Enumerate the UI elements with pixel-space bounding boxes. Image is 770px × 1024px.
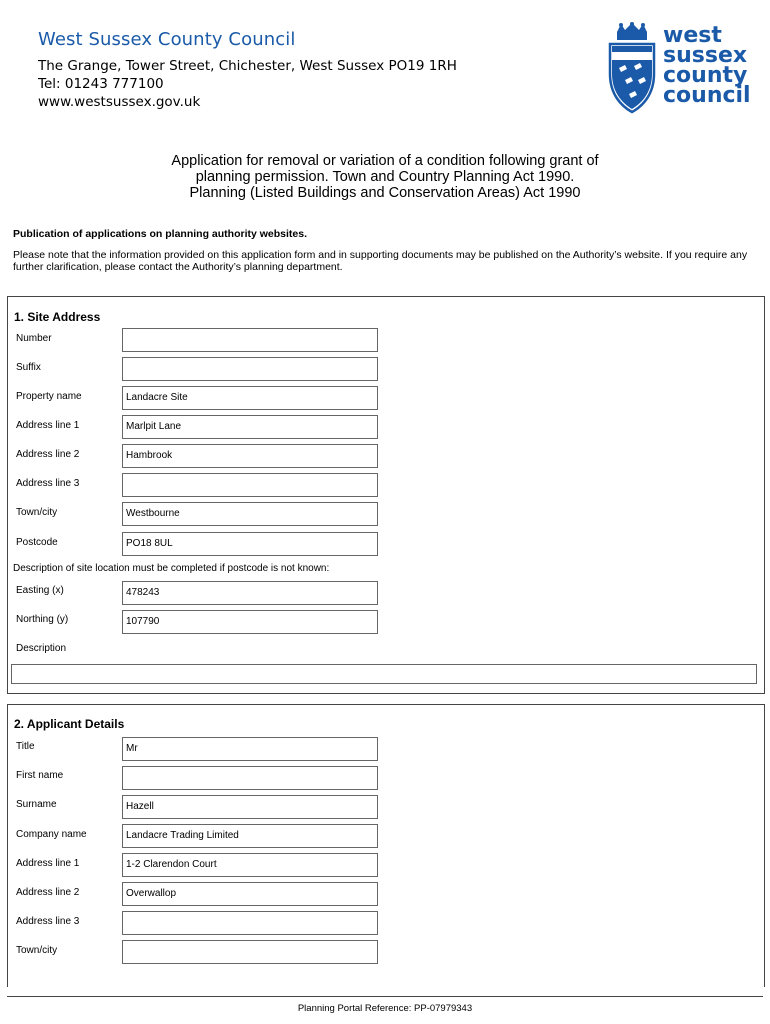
town-city-label: Town/city [16,507,58,518]
council-logo [607,22,762,114]
easting-field[interactable]: 478243 [122,581,378,605]
org-name: West Sussex County Council [38,29,296,50]
applicant-address-line-1-label: Address line 1 [16,858,80,869]
number-field[interactable] [122,328,378,352]
applicant-address-line-3-field[interactable] [122,911,378,935]
postcode-field[interactable]: PO18 8UL [122,532,378,556]
first-name-label: First name [16,770,64,781]
form-title: Application for removal or variation of a condition following grant of planning permission. Town and Country Planning Act 1990. Planning (Listed Buildings and Conservation Areas) Act 1990 [171,153,599,201]
footer-divider [7,996,763,997]
logo-wordmark: west sussex county council [663,23,751,108]
address-line-3-label: Address line 3 [16,478,80,489]
portal-reference: Planning Portal Reference: PP-07979343 [297,1003,473,1014]
applicant-details-heading: 2. Applicant Details [14,717,125,731]
applicant-details-section [7,704,765,987]
address-line-1-field[interactable]: Marlpit Lane [122,415,378,439]
applicant-address-line-3-label: Address line 3 [16,916,80,927]
easting-label: Easting (x) [16,585,64,596]
property-name-field[interactable]: Landacre Site [122,386,378,410]
org-address: The Grange, Tower Street, Chichester, West Sussex PO19 1RH [38,58,457,74]
postcode-label: Postcode [16,537,58,548]
org-telephone: Tel: 01243 777100 [38,76,164,92]
site-address-heading: 1. Site Address [14,310,101,324]
title-label: Title [16,741,35,752]
suffix-field[interactable] [122,357,378,381]
description-label: Description [16,643,67,654]
applicant-town-city-label: Town/city [16,945,58,956]
surname-label: Surname [16,799,57,810]
town-city-field[interactable]: Westbourne [122,502,378,526]
address-line-3-field[interactable] [122,473,378,497]
number-label: Number [16,333,52,344]
description-field[interactable] [11,664,757,684]
suffix-label: Suffix [16,362,41,373]
property-name-label: Property name [16,391,82,402]
company-name-label: Company name [16,829,87,840]
publication-heading: Publication of applications on planning authority websites. [13,228,308,240]
surname-field[interactable]: Hazell [122,795,378,819]
applicant-address-line-2-label: Address line 2 [16,887,80,898]
publication-notice: Please note that the information provided on this application form and in supporting documents may be published on the Authority’s website. If you require any further clarification, please contact the Authority’s planning department. [13,249,748,273]
address-line-2-label: Address line 2 [16,449,80,460]
address-line-1-label: Address line 1 [16,420,80,431]
company-name-field[interactable]: Landacre Trading Limited [122,824,378,848]
applicant-town-city-field[interactable] [122,940,378,964]
applicant-address-line-1-field[interactable]: 1-2 Clarendon Court [122,853,378,877]
crest-icon [607,22,657,114]
address-line-2-field[interactable]: Hambrook [122,444,378,468]
northing-label: Northing (y) [16,614,69,625]
northing-field[interactable]: 107790 [122,610,378,634]
site-location-note: Description of site location must be completed if postcode is not known: [13,563,330,574]
first-name-field[interactable] [122,766,378,790]
org-website[interactable]: www.westsussex.gov.uk [38,94,201,110]
title-field[interactable]: Mr [122,737,378,761]
site-address-section [7,296,765,694]
applicant-address-line-2-field[interactable]: Overwallop [122,882,378,906]
